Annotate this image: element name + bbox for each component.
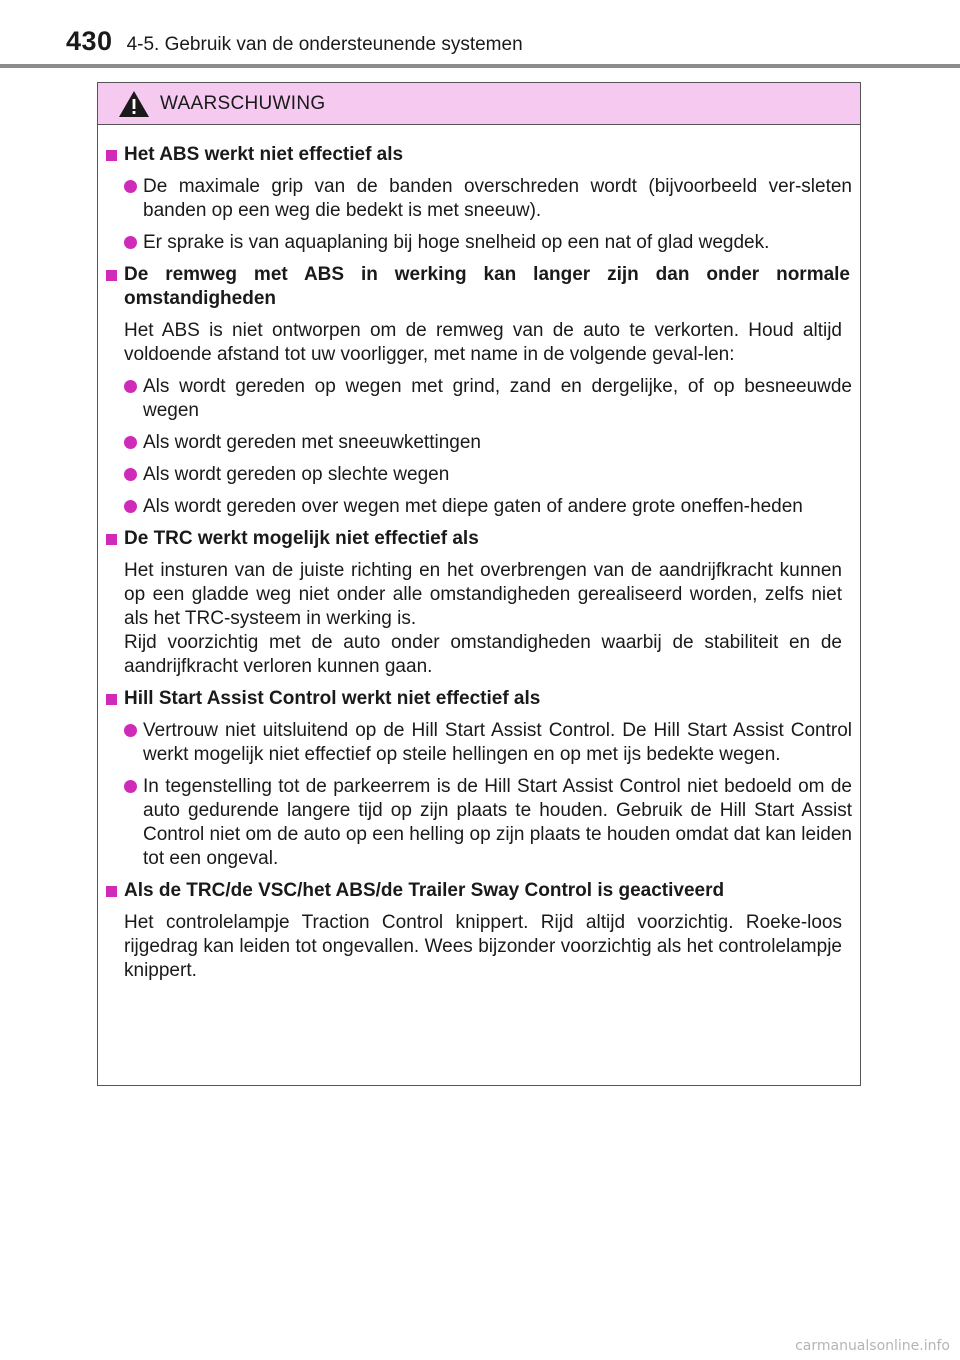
section-paragraph: Het insturen van de juiste richting en het overbrengen van de aandrijfkracht kunnen op een gladde weg niet onder alle omstandigheden gerealiseerd worden, zelfs niet als het TRC-systeem in werking is. (124, 560, 842, 629)
section-heading (106, 143, 852, 167)
list-item (124, 431, 852, 455)
warning-box (97, 82, 861, 1086)
list-item-text: Als wordt gereden over wegen met diepe gaten of andere grote oneffen-heden (143, 496, 803, 517)
section-heading (106, 687, 852, 711)
round-bullet-icon (124, 436, 137, 449)
section-paragraph: Het controlelampje Traction Control knippert. Rijd altijd voorzichtig. Roeke-loos rijgedrag kan leiden tot ongevallen. Wees bijzonder voorzichtig als het controlelampje knippert. (124, 912, 842, 981)
round-bullet-icon (124, 724, 137, 737)
square-bullet-icon (106, 694, 117, 705)
section-heading-text: Hill Start Assist Control werkt niet effectief als (124, 688, 541, 709)
section-heading-text: Het ABS werkt niet effectief als (124, 144, 404, 165)
round-bullet-icon (124, 380, 137, 393)
warning-title: WAARSCHUWING (160, 92, 326, 114)
square-bullet-icon (106, 150, 117, 161)
round-bullet-icon (124, 468, 137, 481)
round-bullet-icon (124, 500, 137, 513)
list-item-text: Als wordt gereden op slechte wegen (143, 464, 450, 485)
list-item (124, 775, 852, 871)
list-item (124, 463, 852, 487)
section-title: 4-5. Gebruik van de ondersteunende systemen (126, 34, 523, 55)
section-heading (106, 527, 852, 551)
warning-section (106, 879, 852, 983)
list-item (124, 231, 852, 255)
round-bullet-icon (124, 780, 137, 793)
site-watermark: carmanualsonline.info (795, 1338, 950, 1354)
warning-section (106, 263, 852, 519)
section-paragraph: Het ABS is niet ontworpen om de remweg van de auto te verkorten. Houd altijd voldoende afstand tot uw voorligger, met name in de volgende geval-len: (124, 320, 842, 365)
list-item-text: Er sprake is van aquaplaning bij hoge snelheid op een nat of glad wegdek. (143, 232, 770, 253)
list-item-text: Als wordt gereden met sneeuwkettingen (143, 432, 481, 453)
list-item (124, 495, 852, 519)
section-heading (106, 263, 852, 311)
square-bullet-icon (106, 886, 117, 897)
square-bullet-icon (106, 270, 117, 281)
square-bullet-icon (106, 534, 117, 545)
list-item (124, 175, 852, 223)
warning-section (106, 143, 852, 255)
list-item-text: Als wordt gereden op wegen met grind, zand en dergelijke, of op besneeuwde wegen (143, 376, 852, 421)
warning-header (98, 83, 860, 125)
header-divider (0, 64, 960, 68)
section-paragraph: Rijd voorzichtig met de auto onder omstandigheden waarbij de stabiliteit en de aandrijfkracht verloren kunnen gaan. (124, 632, 842, 677)
page-header (66, 26, 523, 62)
list-item-text: De maximale grip van de banden overschreden wordt (bijvoorbeeld ver-sleten banden op een weg die bedekt is met sneeuw). (143, 176, 852, 221)
section-heading-text: De TRC werkt mogelijk niet effectief als (124, 528, 479, 549)
warning-section (106, 687, 852, 871)
section-heading-text: Als de TRC/de VSC/het ABS/de Trailer Sway Control is geactiveerd (124, 880, 725, 901)
round-bullet-icon (124, 236, 137, 249)
round-bullet-icon (124, 180, 137, 193)
page-number: 430 (66, 26, 113, 56)
section-heading (106, 879, 852, 903)
list-item-text: In tegenstelling tot de parkeerrem is de Hill Start Assist Control niet bedoeld om de auto gedurende langere tijd op zijn plaats te houden. Gebruik de Hill Start Assist Control niet om de auto op een helling op zijn plaats te houden omdat dat kan leiden tot een ongeval. (143, 776, 852, 869)
section-heading-text: De remweg met ABS in werking kan langer zijn dan onder normale omstandigheden (124, 264, 850, 309)
list-item-text: Vertrouw niet uitsluitend op de Hill Start Assist Control. De Hill Start Assist Control werkt mogelijk niet effectief op steile hellingen en op met ijs bedekte wegen. (143, 720, 852, 765)
list-item (124, 719, 852, 767)
warning-section (106, 527, 852, 679)
warning-triangle-icon (118, 90, 150, 118)
warning-body (98, 125, 860, 983)
list-item (124, 375, 852, 423)
